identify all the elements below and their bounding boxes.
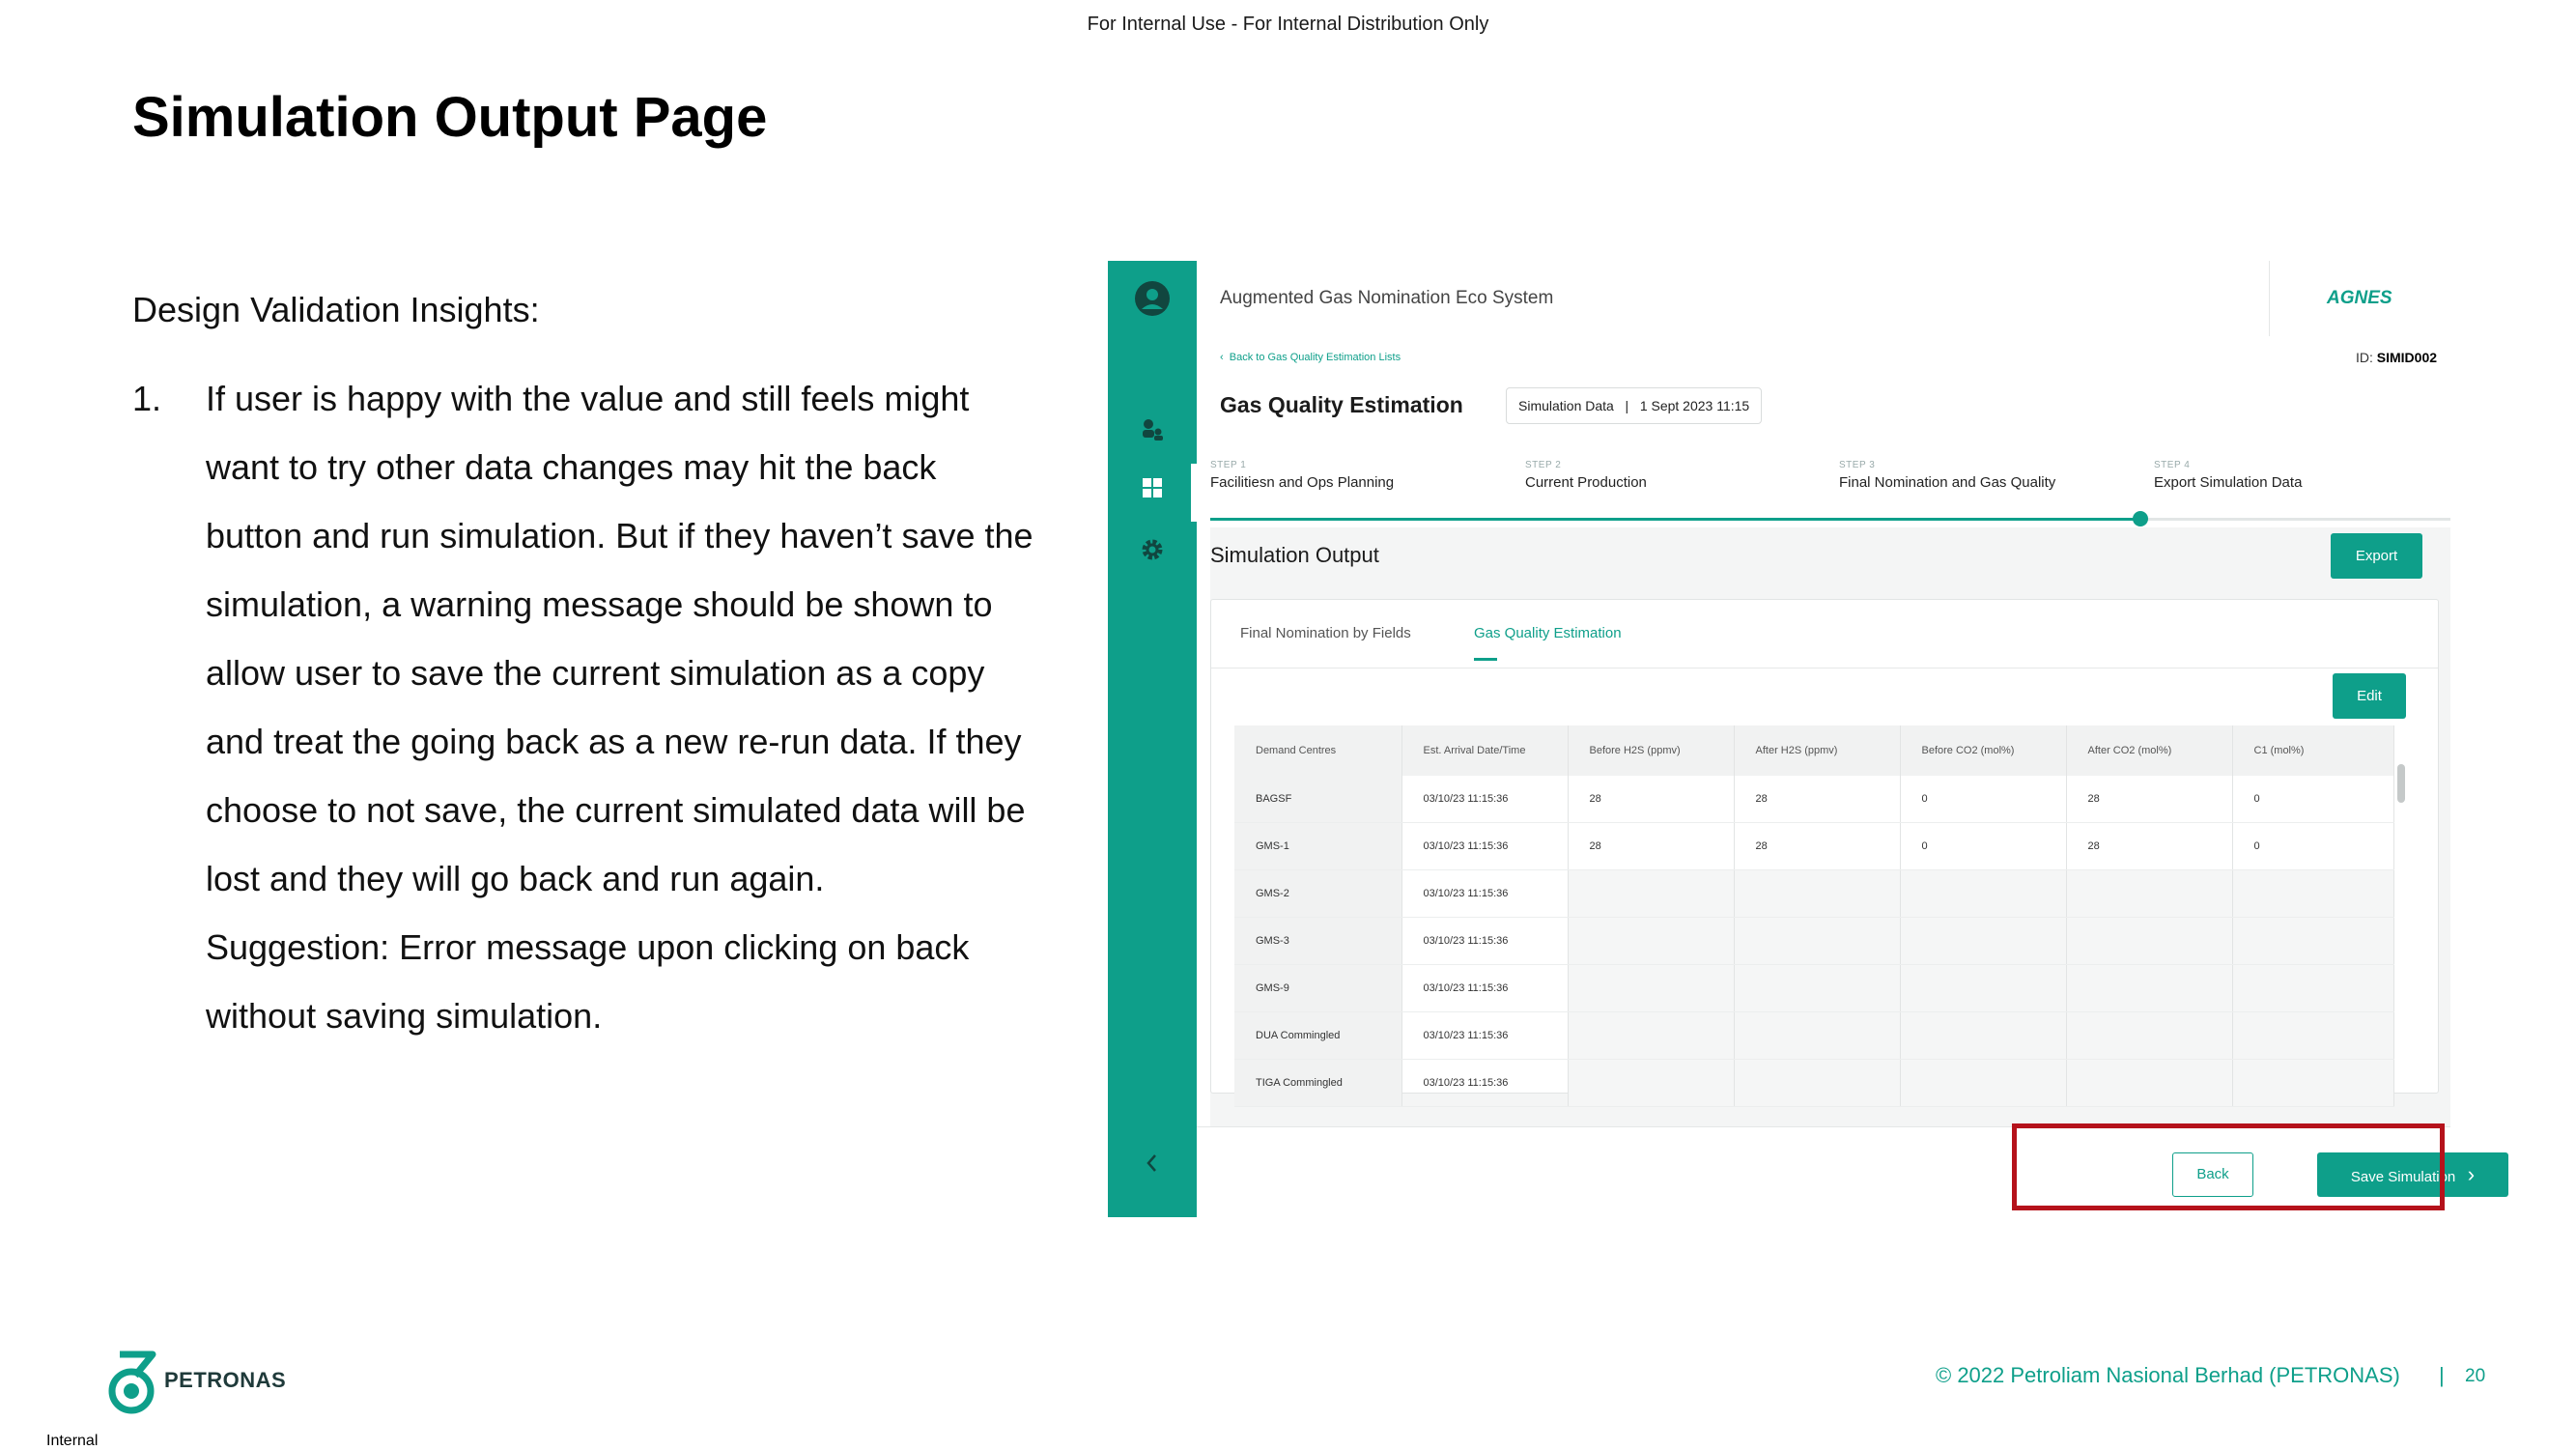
table-cell: 0 <box>1900 823 2066 870</box>
table-cell <box>2232 1012 2393 1060</box>
chip-label: Simulation Data <box>1518 398 1614 413</box>
column-header[interactable]: C1 (mol%) <box>2232 725 2393 776</box>
back-link-label: Back to Gas Quality Estimation Lists <box>1229 352 1401 363</box>
slide-title: Simulation Output Page <box>132 86 768 149</box>
table-cell <box>2066 870 2232 918</box>
chip-separator: | <box>1625 398 1629 413</box>
table-cell <box>2066 918 2232 965</box>
step-name: Final Nomination and Gas Quality <box>1839 474 2056 491</box>
insight-line: allow user to save the current simulation as a copy <box>206 653 985 693</box>
table-cell <box>1900 870 2066 918</box>
chip-date: 1 Sept 2023 11:15 <box>1639 398 1750 413</box>
table-row <box>1234 965 2393 1012</box>
grid-icon[interactable] <box>1108 477 1197 503</box>
step-name: Current Production <box>1525 474 1647 491</box>
table-cell: 28 <box>1568 776 1734 823</box>
petronas-logo-text: PETRONAS <box>164 1368 287 1392</box>
step-name: Facilitiesn and Ops Planning <box>1210 474 1395 491</box>
step-4[interactable] <box>2154 460 2302 491</box>
column-header[interactable]: After CO2 (mol%) <box>2066 725 2232 776</box>
users-icon[interactable] <box>1108 415 1197 447</box>
table-cell <box>2232 870 2393 918</box>
active-tab-indicator <box>1474 658 1497 661</box>
page-separator: | <box>2439 1363 2445 1387</box>
insight-line: without saving simulation. <box>206 996 603 1036</box>
table-cell: 03/10/23 11:15:36 <box>1401 1012 1568 1060</box>
gear-icon[interactable] <box>1108 537 1197 567</box>
simulation-id <box>2356 350 2437 365</box>
table-row <box>1234 1012 2393 1060</box>
table-cell: 0 <box>2232 776 2393 823</box>
page-number: 20 <box>2465 1366 2486 1386</box>
progress-fill <box>1210 518 2140 521</box>
table-cell <box>2066 1060 2232 1107</box>
back-button[interactable]: Back <box>2172 1152 2253 1197</box>
step-number: STEP 2 <box>1525 460 1562 470</box>
step-2[interactable] <box>1525 460 1647 491</box>
step-name: Export Simulation Data <box>2154 474 2303 491</box>
table-cell: 28 <box>1734 776 1900 823</box>
export-button[interactable]: Export <box>2331 533 2422 579</box>
column-header[interactable]: Before CO2 (mol%) <box>1900 725 2066 776</box>
insights-heading: Design Validation Insights: <box>132 290 540 329</box>
section-title: Simulation Output <box>1210 543 1379 567</box>
edit-button[interactable]: Edit <box>2333 673 2406 719</box>
step-1[interactable] <box>1210 460 1394 491</box>
table-cell: GMS-9 <box>1234 965 1401 1012</box>
table-row <box>1234 823 2393 870</box>
table-cell <box>2232 918 2393 965</box>
table-body <box>1234 776 2393 1107</box>
simulation-output-section <box>1210 527 2450 1126</box>
table-cell: 03/10/23 11:15:36 <box>1401 1060 1568 1107</box>
table-cell <box>1568 1060 1734 1107</box>
table-cell <box>1734 1012 1900 1060</box>
table-cell <box>1900 1012 2066 1060</box>
table-cell <box>2066 965 2232 1012</box>
step-number: STEP 3 <box>1839 460 1876 470</box>
table-cell: DUA Commingled <box>1234 1012 1401 1060</box>
copyright-text: © 2022 Petroliam Nasional Berhad (PETRONAS) <box>1936 1363 2400 1387</box>
highlight-annotation-box <box>2012 1123 2445 1210</box>
table-cell: 0 <box>2232 823 2393 870</box>
insight-line: If user is happy with the value and still feels might <box>206 379 970 418</box>
insight-line: lost and they will go back and run again. <box>206 859 825 898</box>
table-cell: GMS-2 <box>1234 870 1401 918</box>
simulation-id-value: SIMID002 <box>2376 350 2438 365</box>
table-cell: TIGA Commingled <box>1234 1060 1401 1107</box>
column-header[interactable]: Est. Arrival Date/Time <box>1401 725 1568 776</box>
table-row <box>1234 870 2393 918</box>
gas-quality-table <box>1234 725 2394 1107</box>
table-cell: 03/10/23 11:15:36 <box>1401 965 1568 1012</box>
back-to-list-link[interactable] <box>1220 352 1401 363</box>
column-header[interactable]: Before H2S (ppmv) <box>1568 725 1734 776</box>
header-note: For Internal Use - For Internal Distribution Only <box>1087 14 1489 35</box>
brand-logo[interactable]: AGNES <box>2327 288 2392 308</box>
table-cell: 28 <box>1568 823 1734 870</box>
table-header-row <box>1234 725 2393 776</box>
tab-gas-quality-estimation[interactable]: Gas Quality Estimation <box>1474 625 1622 641</box>
user-avatar-icon[interactable] <box>1108 280 1197 322</box>
petronas-logo-icon <box>106 1347 160 1419</box>
step-3[interactable] <box>1839 460 2055 491</box>
brand-divider <box>2269 261 2270 336</box>
page-heading: Gas Quality Estimation <box>1220 392 1463 417</box>
table-cell: 03/10/23 11:15:36 <box>1401 823 1568 870</box>
table-cell <box>1900 1060 2066 1107</box>
table-cell: 0 <box>1900 776 2066 823</box>
progress-marker <box>2133 511 2148 526</box>
insight-line: and treat the going back as a new re-run data. If they <box>206 722 1022 761</box>
table-cell <box>2232 1060 2393 1107</box>
table-cell: 03/10/23 11:15:36 <box>1401 870 1568 918</box>
table-cell: GMS-3 <box>1234 918 1401 965</box>
table-cell <box>2066 1012 2232 1060</box>
insight-line: button and run simulation. But if they haven’t save the <box>206 516 1033 555</box>
table-cell <box>1900 965 2066 1012</box>
table-row <box>1234 918 2393 965</box>
app-title: Augmented Gas Nomination Eco System <box>1220 288 1554 308</box>
table-cell <box>1568 1012 1734 1060</box>
step-number: STEP 4 <box>2154 460 2191 470</box>
table-scrollbar[interactable] <box>2397 764 2405 803</box>
table-cell <box>1734 918 1900 965</box>
simulation-id-label: ID: <box>2356 350 2373 365</box>
column-header[interactable]: Demand Centres <box>1234 725 1401 776</box>
tab-final-nomination[interactable]: Final Nomination by Fields <box>1240 625 1411 641</box>
insight-line: simulation, a warning message should be shown to <box>206 584 993 624</box>
table-cell: 03/10/23 11:15:36 <box>1401 776 1568 823</box>
insight-line: Suggestion: Error message upon clicking on back <box>206 927 970 967</box>
table-cell <box>1568 918 1734 965</box>
chevron-left-icon[interactable] <box>1108 1151 1197 1180</box>
main-content <box>1197 336 2450 1126</box>
table-cell <box>1734 1060 1900 1107</box>
table-row <box>1234 1060 2393 1107</box>
table-cell: 28 <box>1734 823 1900 870</box>
table-cell <box>1734 965 1900 1012</box>
table-cell: 28 <box>2066 776 2232 823</box>
insight-number: 1. <box>132 379 162 418</box>
app-screenshot <box>1108 261 2476 1217</box>
table-cell <box>2232 965 2393 1012</box>
save-simulation-label: Save Simulation <box>2350 1169 2456 1185</box>
table-cell: 03/10/23 11:15:36 <box>1401 918 1568 965</box>
table-cell <box>1568 870 1734 918</box>
output-card <box>1210 599 2439 1094</box>
chevron-right-icon: › <box>2467 1162 2476 1186</box>
classification-tag: Internal <box>46 1433 99 1449</box>
table-row <box>1234 776 2393 823</box>
table-cell: GMS-1 <box>1234 823 1401 870</box>
insight-line: want to try other data changes may hit the back <box>206 447 937 487</box>
table-cell <box>1568 965 1734 1012</box>
simulation-data-chip <box>1506 387 1762 424</box>
table-cell: 28 <box>2066 823 2232 870</box>
insight-line: choose to not save, the current simulated data will be <box>206 790 1026 830</box>
step-number: STEP 1 <box>1210 460 1247 470</box>
column-header[interactable]: After H2S (ppmv) <box>1734 725 1900 776</box>
table-cell <box>1900 918 2066 965</box>
sidebar <box>1108 261 1197 1217</box>
top-bar <box>1197 261 2450 337</box>
chevron-left-icon: ‹ <box>1220 352 1230 363</box>
table-cell: BAGSF <box>1234 776 1401 823</box>
table-cell <box>1734 870 1900 918</box>
